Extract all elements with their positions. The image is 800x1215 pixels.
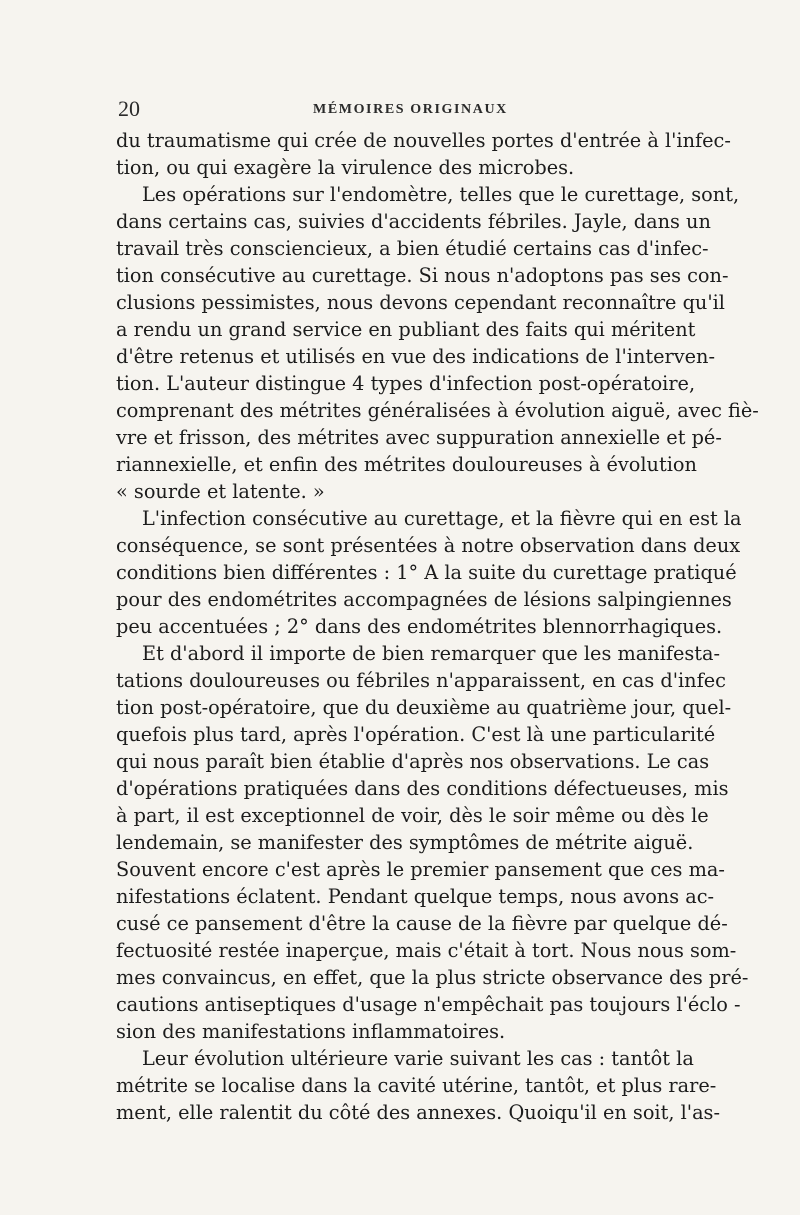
text-line: pour des endométrites accompagnées de lésions salpingiennes bbox=[116, 588, 732, 611]
page-number: 20 bbox=[118, 96, 140, 121]
text-line: d'opérations pratiquées dans des conditions défectueuses, mis bbox=[116, 777, 729, 800]
text-line: Les opérations sur l'endomètre, telles que le curettage, sont, bbox=[142, 183, 740, 206]
text-line: travail très consciencieux, a bien étudié certains cas d'infec- bbox=[116, 237, 709, 260]
text-line: Leur évolution ultérieure varie suivant les cas : tantôt la bbox=[142, 1047, 694, 1070]
text-line: dans certains cas, suivies d'accidents fébriles. Jayle, dans un bbox=[116, 210, 711, 233]
text-line: tations douloureuses ou fébriles n'apparaissent, en cas d'infec bbox=[116, 669, 726, 692]
text-line: métrite se localise dans la cavité utérine, tantôt, et plus rare- bbox=[116, 1074, 717, 1097]
text-line: cusé ce pansement d'être la cause de la fièvre par quelque dé- bbox=[116, 912, 728, 935]
text-line: vre et frisson, des métrites avec suppuration annexielle et pé- bbox=[116, 426, 722, 449]
paragraph bbox=[116, 181, 759, 505]
paragraph bbox=[116, 127, 731, 181]
running-head bbox=[118, 96, 688, 122]
text-line: tion consécutive au curettage. Si nous n'adoptons pas ses con- bbox=[116, 264, 729, 287]
text-line: Souvent encore c'est après le premier pansement que ces ma- bbox=[116, 858, 725, 881]
paragraph bbox=[116, 505, 742, 640]
text-line: peu accentuées ; 2° dans des endométrites blennorrhagiques. bbox=[116, 615, 723, 638]
text-line: clusions pessimistes, nous devons cependant reconnaître qu'il bbox=[116, 291, 725, 314]
text-line: tion, ou qui exagère la virulence des microbes. bbox=[116, 156, 575, 179]
text-line: sion des manifestations inflammatoires. bbox=[116, 1020, 506, 1043]
running-title: MÉMOIRES ORIGINAUX bbox=[313, 102, 508, 117]
text-line: du traumatisme qui crée de nouvelles portes d'entrée à l'infec- bbox=[116, 129, 731, 152]
text-line: lendemain, se manifester des symptômes de métrite aiguë. bbox=[116, 831, 694, 854]
text-line: riannexielle, et enfin des métrites douloureuses à évolution bbox=[116, 453, 697, 476]
text-line: comprenant des métrites généralisées à évolution aiguë, avec fiè- bbox=[116, 399, 759, 422]
text-line: a rendu un grand service en publiant des faits qui méritent bbox=[116, 318, 696, 341]
text-line: tion. L'auteur distingue 4 types d'infection post-opératoire, bbox=[116, 372, 696, 395]
text-line: qui nous paraît bien établie d'après nos observations. Le cas bbox=[116, 750, 710, 773]
text-line: fectuosité restée inaperçue, mais c'était à tort. Nous nous som- bbox=[116, 939, 737, 962]
text-line: conséquence, se sont présentées à notre observation dans deux bbox=[116, 534, 741, 557]
text-line: conditions bien différentes : 1° A la suite du curettage pratiqué bbox=[116, 561, 737, 584]
text-line: nifestations éclatent. Pendant quelque temps, nous avons ac- bbox=[116, 885, 715, 908]
body-text bbox=[116, 127, 759, 1126]
text-line: à part, il est exceptionnel de voir, dès le soir même ou dès le bbox=[116, 804, 709, 827]
paragraph bbox=[116, 1045, 720, 1126]
text-line: d'être retenus et utilisés en vue des indications de l'interven- bbox=[116, 345, 715, 368]
paragraph bbox=[116, 640, 749, 1045]
text-line: « sourde et latente. » bbox=[116, 480, 325, 503]
text-line: Et d'abord il importe de bien remarquer que les manifesta- bbox=[142, 642, 721, 665]
text-line: tion post-opératoire, que du deuxième au quatrième jour, quel- bbox=[116, 696, 732, 719]
text-line: quefois plus tard, après l'opération. C'est là une particularité bbox=[116, 723, 716, 746]
text-line: cautions antiseptiques d'usage n'empêchait pas toujours l'éclo - bbox=[116, 993, 741, 1016]
text-line: L'infection consécutive au curettage, et la fièvre qui en est la bbox=[142, 507, 742, 530]
text-line: mes convaincus, en effet, que la plus stricte observance des pré- bbox=[116, 966, 749, 989]
text-line: ment, elle ralentit du côté des annexes. Quoiqu'il en soit, l'as- bbox=[116, 1101, 720, 1124]
